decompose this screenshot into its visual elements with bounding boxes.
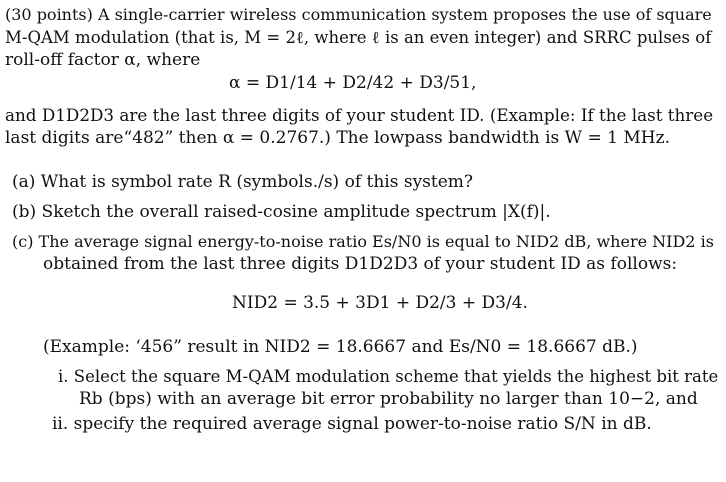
subpart-ii: ii. specify the required average signal power-to-noise ratio S/N in dB.	[52, 414, 652, 434]
intro-line-2: M-QAM modulation (that is, M = 2ℓ, where ℓ is an even integer) and SRRC pulses of	[5, 28, 712, 47]
part-c-line-1: (c) The average signal energy-to-noise ratio Es/N0 is equal to NID2 dB, where NID2 is	[12, 232, 714, 251]
intro-line-1: (30 points) A single-carrier wireless communication system proposes the use of square	[5, 5, 712, 24]
subpart-i-line-1: i. Select the square M-QAM modulation scheme that yields the highest bit rate	[58, 367, 719, 386]
after-line-2: last digits are“482” then α = 0.2767.) The lowpass bandwidth is W = 1 MHz.	[5, 128, 670, 148]
part-c-line-2: obtained from the last three digits D1D2D3 of your student ID as follows:	[43, 254, 678, 274]
part-b: (b) Sketch the overall raised-cosine amplitude spectrum |X(f)|.	[12, 202, 551, 222]
intro-line-3: roll-off factor α, where	[5, 50, 201, 70]
nid-equation: NID2 = 3.5 + 3D1 + D2/3 + D3/4.	[232, 293, 528, 313]
after-line-1: and D1D2D3 are the last three digits of your student ID. (Example: If the last three	[5, 105, 714, 125]
example-line: (Example: ‘456” result in NID2 = 18.6667 and Es/N0 = 18.6667 dB.)	[43, 337, 638, 357]
subpart-i-line-2: Rb (bps) with an average bit error probability no larger than 10−2, and	[79, 389, 698, 409]
alpha-equation: α = D1/14 + D2/42 + D3/51,	[229, 73, 477, 93]
part-a: (a) What is symbol rate R (symbols./s) of this system?	[12, 172, 474, 192]
